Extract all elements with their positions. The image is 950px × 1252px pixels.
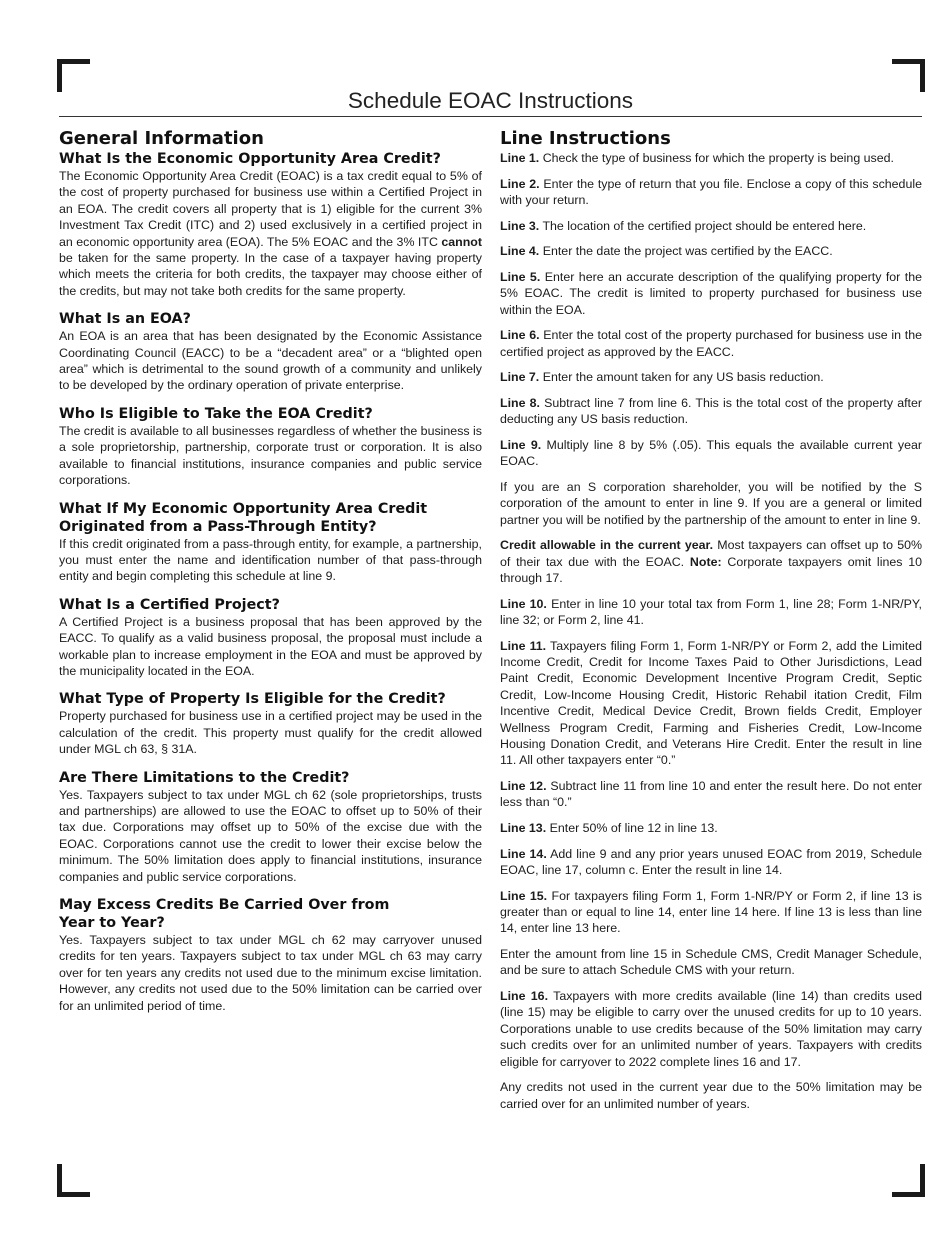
line-3-instruction: Line 3. The location of the certified project should be entered here. (500, 218, 867, 233)
section-text: The credit is available to all businesses regardless of whether the business is a sole proprietorship, partnership, corporate trust or corporation. It is also available to financial institutions, insurance companies and public service corporations. (59, 423, 482, 488)
section-heading: Who Is Eligible to Take the EOA Credit? (59, 405, 373, 422)
section-heading: What Is an EOA? (59, 311, 191, 328)
section-eligible-property (59, 690, 482, 757)
line-4-instruction: Line 4. Enter the date the project was certified by the EACC. (500, 244, 833, 259)
section-carryover (59, 896, 482, 1014)
credit-allowable-note: Credit allowable in the current year. Most taxpayers can offset up to 50% of their tax due with the EOAC. Note: Corporate taxpayers omit lines 10 through 17. (500, 538, 923, 585)
section-limitations (59, 769, 482, 885)
line-8-instruction: Line 8. Subtract line 7 from line 6. This is the total cost of the property after deducting any US basis reduction. (500, 395, 923, 427)
section-heading: What Is a Certified Project? (59, 596, 280, 613)
section-heading: What Is the Economic Opportunity Area Credit? (59, 151, 441, 167)
crop-mark-bottom-right (892, 1164, 925, 1197)
section-heading: What Type of Property Is Eligible for the Credit? (59, 691, 446, 708)
section-who-is-eligible (59, 405, 482, 489)
s-corporation-note: If you are an S corporation shareholder, you will be notified by the S corporation of the amount to enter in line 9. If you are a general or limited partner you will be notified by the partnership of the amount to enter in line 9. (500, 479, 922, 527)
section-text: An EOA is an area that has been designated by the Economic Assistance Coordinating Council (EACC) to be a “decadent area” or a “blighted open area” which is detrimental to the sound growth of a community and unlikely to be developed by the ordinary operation of private enterprise. (59, 329, 482, 393)
line-12-instruction: Line 12. Subtract line 11 from line 10 and enter the result here. Do not enter less than “0.” (500, 779, 922, 810)
section-pass-through-entity (59, 500, 482, 585)
line-6-instruction: Line 6. Enter the total cost of the property purchased for business use in the certified project as approved by the EACC. (500, 328, 922, 359)
page-title: Schedule EOAC Instructions (59, 87, 922, 117)
section-heading: May Excess Credits Be Carried Over from Year to Year? (59, 897, 390, 931)
section-text: If this credit originated from a pass-through entity, for example, a partnership, you must enter the name and identification number of that pass-through entity and begin completing this schedule at line 9. (59, 536, 482, 584)
section-heading: Are There Limitations to the Credit? (59, 769, 350, 786)
general-information-column (59, 128, 482, 1014)
line-1-instruction: Line 1. Check the type of business for which the property is being used. (500, 151, 894, 165)
line-2-instruction: Line 2. Enter the type of return that you file. Enclose a copy of this schedule with your return. (500, 176, 922, 207)
line-16-instruction: Line 16. Taxpayers with more credits available (line 14) than credits used (line 15) may be eligible to carry over the unused credits for up to 10 years. Corporations unable to use credits because of the 50% limitation may carry such credits over for an unlimited number of years. Taxpayers with credits eligible for carryover to 2022 complete lines 16 and 17. (500, 989, 923, 1069)
unlimited-carryover-note: Any credits not used in the current year due to the 50% limitation may be carried over for an unlimited number of years. (500, 1080, 922, 1111)
section-heading: What If My Economic Opportunity Area Credit Originated from a Pass-Through Entity? (59, 500, 428, 535)
section-text: Property purchased for business use in a certified project may be used in the calculation of the credit. This property must qualify for the credit allowed under MGL ch 63, § 31A. (59, 709, 482, 757)
line-instructions-heading: Line Instructions (500, 128, 671, 149)
section-what-is-eoac (59, 150, 482, 299)
line-13-instruction: Line 13. Enter 50% of line 12 in line 13. (500, 821, 718, 836)
line-14-instruction: Line 14. Add line 9 and any prior years unused EOAC from 2019, Schedule EOAC, line 17, column c. Enter the result in line 14. (500, 846, 923, 878)
section-what-is-eoa (59, 310, 482, 394)
general-information-heading: General Information (59, 128, 264, 149)
section-text: Yes. Taxpayers subject to tax under MGL ch 62 may carryover unused credits for ten years. Taxpayers subject to tax under MGL ch 63 may carry over for ten years any credits not used due to the minimum excise limitation. However, any credits not used due to the 50% limitation can be carried over for an unlimited period of time. (59, 933, 482, 1013)
section-text: Yes. Taxpayers subject to tax under MGL ch 62 (sole proprietorships, trusts and partnerships) are allowed to use the EOAC to offset up to 50% of their tax due. Corporations may offset up to 50% of the excise due with the EOAC. Corporations cannot use the credit to lower their excise below the minimum. The 50% limitation does apply to financial institutions, insurance companies and public service corporations. (59, 787, 482, 884)
line-11-instruction: Line 11. Taxpayers filing Form 1, Form 1-NR/PY or Form 2, add the Limited Income Credit, Credit for Income Taxes Paid to Other Jurisdictions, Lead Paint Credit, Economic Development Incentive Program Credit, Septic Credit, Low-Income Housing Credit, Historic Rehabil itation Credit, Film Incentive Credit, Medical Device Credit, Brown fields Credit, Employer Wellness Program Credit, Farming and Fisheries Credit, Low-Income Housing Donation Credit, and Veterans Hire Credit. Enter the result in line 11. All other taxpayers enter “0.” (500, 638, 923, 768)
crop-mark-bottom-left (57, 1164, 90, 1197)
emphasis-text: cannot (441, 234, 483, 249)
line-15-instruction: Line 15. For taxpayers filing Form 1, Form 1-NR/PY or Form 2, if line 13 is greater than or equal to line 14, enter line 14 here. If line 13 is less than line 14, enter line 13 here. (500, 888, 923, 936)
line-instructions-column (500, 128, 922, 1121)
line-5-instruction: Line 5. Enter here an accurate description of the qualifying property for the 5% EOAC. The credit is limited to property purchased for business use within the EOA. (500, 269, 922, 317)
schedule-cms-note: Enter the amount from line 15 in Schedule CMS, Credit Manager Schedule, and be sure to attach Schedule CMS with your return. (500, 947, 922, 978)
line-7-instruction: Line 7. Enter the amount taken for any US basis reduction. (500, 370, 824, 385)
section-certified-project (59, 596, 482, 680)
section-text: The Economic Opportunity Area Credit (EOAC) is a tax credit equal to 5% of the cost of property purchased for business use within a Certified Project in an EOA. The credit covers all property that is 1) eligible for the current 3% Investment Tax Credit (ITC) and 2) used exclusively in a certified project in an economic opportunity area (EOA). The 5% EOAC and the 3% ITC cannot be taken for the same property. In the case of a taxpayer having property which meets the criteria for both credits, the taxpayer may choose either of the credits, but may not take both credits for the same property. (59, 169, 483, 298)
line-10-instruction: Line 10. Enter in line 10 your total tax from Form 1, line 28; Form 1-NR/PY, line 32; or Form 2, line 41. (500, 596, 922, 627)
line-9-instruction: Line 9. Multiply line 8 by 5% (.05). This equals the available current year EOAC. (500, 437, 922, 469)
section-text: A Certified Project is a business proposal that has been approved by the EACC. To qualify as a valid business proposal, the proposal must include a workable plan to increase employment in the EOA and must be approved by the municipality located in the EOA. (59, 614, 482, 678)
